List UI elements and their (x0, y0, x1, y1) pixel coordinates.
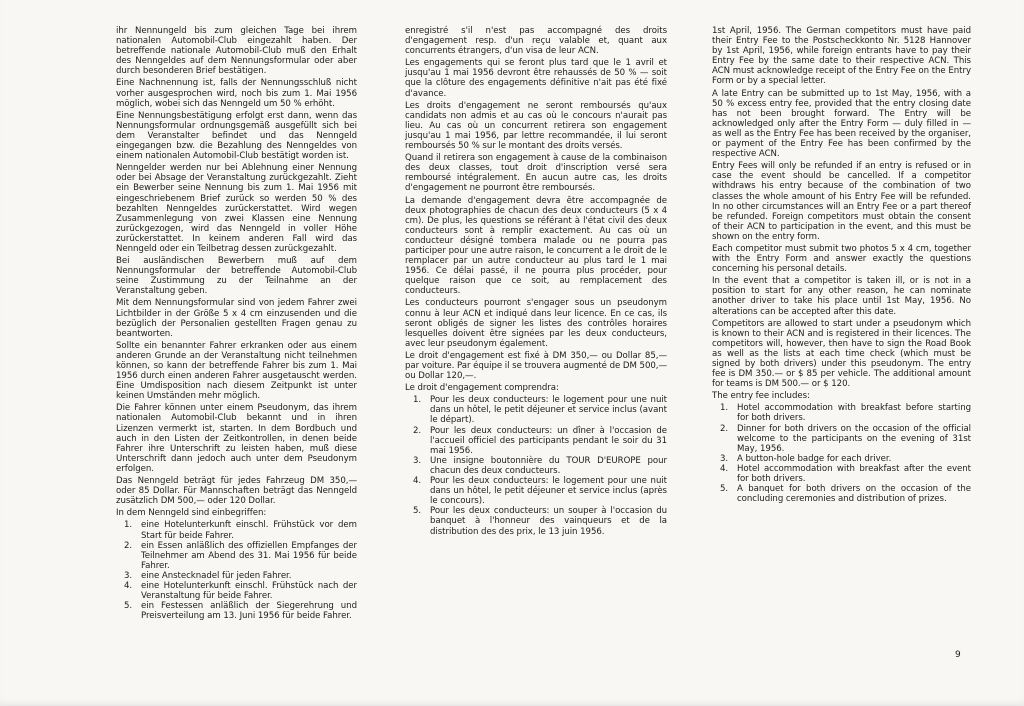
paragraph: Sollte ein benannter Fahrer erkranken oder aus einem anderen Grunde an der Veranstaltung nicht teilnehmen können, so kann der betreffende Fahrer bis zum 1. Mai 1956 durch einen anderen Fahrer ausgetauscht werden. Eine Umdisposition nach diesem Zeitpunkt ist unter keinen Umständen mehr möglich. (116, 340, 357, 402)
list-item-number: 2. (413, 425, 422, 436)
paragraph: Nenngelder werden nur bei Ablehnung einer Nennung oder bei Absage der Veranstaltung zurückgezahlt. Zieht ein Bewerber seine Nennung bis zum 1. Mai 1956 mit eingeschriebenem Brief zurück so werden 50 % des bezahlten Nenngeldes zurückerstattet. Wird wegen Zusammenlegung von zwei Klassen eine Nennung zurückgezogen, wird das Nenngeld in voller Höhe zurückerstattet. In keinem anderen Fall wird das Nenngeld oder ein Teilbetrag dessen zurückgezahlt. (116, 163, 357, 254)
list-item-number: 5. (720, 484, 729, 495)
list-item-text: A button-hole badge for each driver. (737, 453, 892, 464)
paragraph: A late Entry can be submitted up to 1st May, 1956, with a 50 % excess entry fee, provided that the entry closing date has not been brought forward. The Entry will be acknowledged only after the Entry Form — duly filled in — as well as the Entry Fee has been received by the organiser, or payment of the Entry Fee has been confirmed by the respective ACN. (712, 88, 971, 160)
paragraph: Les conducteurs pourront s'engager sous un pseudonym connu à leur ACN et indiqué dans leur licence. En ce cas, ils seront obligés de signer les listes des contrôles horaires lesquelles doivent être signées par les deux conducteurs, avec leur pseudonym également. (405, 298, 667, 349)
paragraph: Das Nenngeld beträgt für jedes Fahrzeug DM 350,— oder 85 Dollar. Für Mannschaften beträgt das Nenngeld zusätzlich DM 500,— oder 120 Dollar. (116, 476, 357, 507)
list-item-text: eine Anstecknadel für jeden Fahrer. (141, 570, 292, 581)
list-item-text: Pour les deux conducteurs: le logement pour une nuit dans un hôtel, le petit déjeuner et service inclus (avant le départ). (430, 395, 667, 426)
list-item-number: 5. (413, 506, 422, 517)
list-item-text: Pour les deux conducteurs: un souper à l'occasion du banquet à l'honneur des vainqueurs et de la distribution des des prix, le 13 juin 1956. (430, 506, 667, 537)
list-item-number: 1. (720, 403, 729, 414)
list-item (124, 520, 357, 540)
paragraph: Each competitor must submit two photos 5 x 4 cm, together with the Entry Form and answer exactly the questions concerning his personal details. (712, 243, 971, 275)
list-item-text: eine Hotelunterkunft einschl. Frühstück nach der Veranstaltung für beide Fahrer. (141, 580, 357, 602)
list-item-text: Pour les deux conducteurs: le logement pour une nuit dans un hôtel, le petit déjeuner et service inclus (après le concours). (430, 476, 667, 507)
paragraph: Entry Fees will only be refunded if an entry is refused or in case the event should be cancelled. If a competitor withdraws his entry because of the combination of two classes the whole amount of his Entry Fee will be refunded. In no other circumstances will an Entry Fee or a part thereof be refunded. Foreign competitors must obtain the consent of their ACN to participation in the event, and this must be shown on the entry form. (712, 161, 971, 242)
list-item (413, 395, 667, 425)
list-item (413, 456, 667, 476)
included-items-list (712, 403, 971, 504)
list-item (720, 464, 971, 484)
paragraph: The entry fee includes: (712, 391, 810, 402)
paragraph: Eine Nennungsbestätigung erfolgt erst dann, wenn das Nennungsformular ordnungsgemäß ausgefüllt sich bei dem Veranstalter befindet und das Nenngeld eingegangen bzw. die Bezahlung des Nenngeldes von einem nationalen Automobil-Club bestätigt worden ist. (116, 110, 357, 162)
list-item-number: 1. (124, 520, 133, 531)
list-item-number: 3. (124, 570, 133, 581)
paragraph: Quand il retirera son engagement à cause de la combinaison des deux classes, tout droit d'inscription versé sera remboursé intégralement. En aucun autre cas, les droits d'engagement ne pourront être remboursés. (405, 153, 667, 194)
included-items-list (405, 395, 667, 536)
page-number: 9 (955, 650, 961, 660)
list-item-text: Dinner for both drivers on the occasion of the official welcome to the participants on the evening of 31st May, 1956. (737, 423, 971, 454)
list-item (124, 571, 357, 581)
list-item (413, 426, 667, 456)
paragraph: La demande d'engagement devra être accompagnée de deux photographies de chacun des deux conducteurs (5 x 4 cm). De plus, les questions se référant à l'état civil des deux conducteurs sont à remplir exactement. Au cas où un conducteur désigné tombera malade ou ne pourra pas participer pour une autre raison, le concurrent a le droit de le remplacer par un autre conducteur au plus tard le 1 mai 1956. Ce délai passé, il ne pourra plus procéder, pour quelque raison que ce soit, au remplacement des conducteurs. (405, 195, 667, 297)
paragraph: Le droit d'engagement est fixé à DM 350,— ou Dollar 85,— par voiture. Par équipe il se trouvera augmenté de DM 500,— ou Dollar 120,—. (405, 350, 668, 382)
list-item-number: 4. (720, 463, 729, 474)
list-item (413, 476, 667, 506)
list-item-number: 2. (720, 423, 729, 434)
list-item-text: Pour les deux conducteurs: un dîner à l'occasion de l'accueil officiel des participants pendant le soir du 31 mai 1956. (430, 425, 667, 456)
list-item-text: eine Hotelunterkunft einschl. Frühstück vor dem Start für beide Fahrer. (141, 520, 357, 541)
list-item-text: Hotel accommodation with breakfast before starting for both drivers. (737, 403, 971, 424)
list-item (413, 506, 667, 536)
list-item-text: Hotel accommodation with breakfast after the event for both drivers. (737, 463, 971, 485)
list-item (124, 601, 357, 621)
list-item-text: ein Essen anläßlich des offiziellen Empfanges der Teilnehmer am Abend des 31. Mai 1956 für beide Fahrer. (141, 540, 357, 571)
list-item (124, 541, 357, 571)
list-item-text: ein Festessen anläßlich der Siegerehrung und Preisverteilung am 13. Juni 1956 für beide Fahrer. (141, 601, 357, 622)
paragraph: Competitors are allowed to start under a pseudonym which is known to their ACN and is registered in their licences. The competitors will, however, then have to sign the Road Book as well as the lists at each time check (which must be signed by both drivers) under this pseudonym. The entry fee is DM 350.— or $ 85 per vehicle. The additional amount for teams is DM 500.— or $ 120. (712, 318, 971, 390)
list-item-number: 5. (124, 601, 133, 612)
paragraph: Die Fahrer können unter einem Pseudonym, das ihrem nationalen Automobil-Club bekannt und in ihren Lizenzen vermerkt ist, starten. In dem Bordbuch und auch in den Listen der Zeitkontrollen, in denen beide Fahrer ihre Unterschrift zu leisten haben, muß diese Unterschrift dann jedoch auch unter dem Pseudonym erfolgen. (116, 403, 357, 474)
list-item (720, 454, 971, 464)
list-item (720, 424, 971, 454)
list-item-number: 1. (413, 395, 422, 406)
paragraph: Eine Nachnennung ist, falls der Nennungsschluß nicht vorher ausgesprochen wird, noch bis zum 1. Mai 1956 möglich, wobei sich das Nenngeld um 50 % erhöht. (116, 78, 357, 109)
paragraph: Mit dem Nennungsformular sind von jedem Fahrer zwei Lichtbilder in der Größe 5 x 4 cm einzusenden und die bezüglich der Personalien gestellten Fragen genau zu beantworten. (116, 298, 357, 339)
list-item (720, 403, 971, 423)
list-item-number: 4. (124, 580, 133, 591)
paragraph: Bei ausländischen Bewerbern muß auf dem Nennungsformular der betreffende Automobil-Club seine Zustimmung zu der Teilnahme an der Veranstaltung geben. (116, 256, 357, 297)
list-item-text: A banquet for both drivers on the occasion of the concluding ceremonies and distribution of prizes. (737, 484, 971, 505)
column-english (712, 26, 971, 506)
column-french (405, 26, 667, 539)
paragraph: ihr Nennungeld bis zum gleichen Tage bei ihrem nationalen Automobil-Club eingezahlt haben. Der betreffende nationale Automobil-Club muß den Erhalt des Nenngeldes auf dem Nennungsformular oder aber durch besonderen Brief bestätigen. (116, 26, 357, 77)
included-items-list (116, 520, 357, 621)
paragraph: enregistré s'il n'est pas accompagné des droits d'engagement resp. d'un reçu valable et, quant aux concurrents étrangers, d'un visa de leur ACN. (405, 26, 667, 57)
list-item-text: Une insigne boutonnière du TOUR D'EUROPE pour chacun des deux conducteurs. (430, 455, 667, 476)
paragraph: Le droit d'engagement comprendra: (405, 383, 559, 394)
paragraph: In the event that a competitor is taken ill, or is not in a position to start for any other reason, he can nominate another driver to take his place until 1st May, 1956. No alterations can be accepted after this date. (712, 276, 971, 317)
paragraph: 1st April, 1956. The German competitors must have paid their Entry Fee to the Postscheckkonto Nr. 5128 Hannover by 1st April, 1956, while foreign entrants have to pay their Entry Fee by the same date to their respective ACN. This ACN must acknowledge receipt of the Entry Fee on the Entry Form or by a special letter. (712, 26, 971, 87)
list-item-number: 3. (413, 455, 422, 466)
list-item (124, 581, 357, 601)
list-item-number: 4. (413, 476, 422, 487)
paragraph: In dem Nenngeld sind einbegriffen: (116, 508, 267, 519)
paragraph: Les droits d'engagement ne seront remboursés qu'aux candidats non admis et au cas où le concours n'aurait pas lieu. Au cas où un concurrent retirera son engagement jusqu'au 1 mai 1956, par lettre recommandée, il lui seront remboursés 50 % sur le montant des droits versés. (405, 100, 667, 152)
list-item-number: 3. (720, 453, 729, 464)
paragraph: Les engagements qui se feront plus tard que le 1 avril et jusqu'au 1 mai 1956 devront être rehaussés de 50 % — soit que la clôture des engagements définitive n'ait pas été fixé d'avance. (405, 58, 667, 99)
list-item-number: 2. (124, 540, 133, 551)
list-item (720, 484, 971, 504)
column-german (116, 26, 357, 623)
